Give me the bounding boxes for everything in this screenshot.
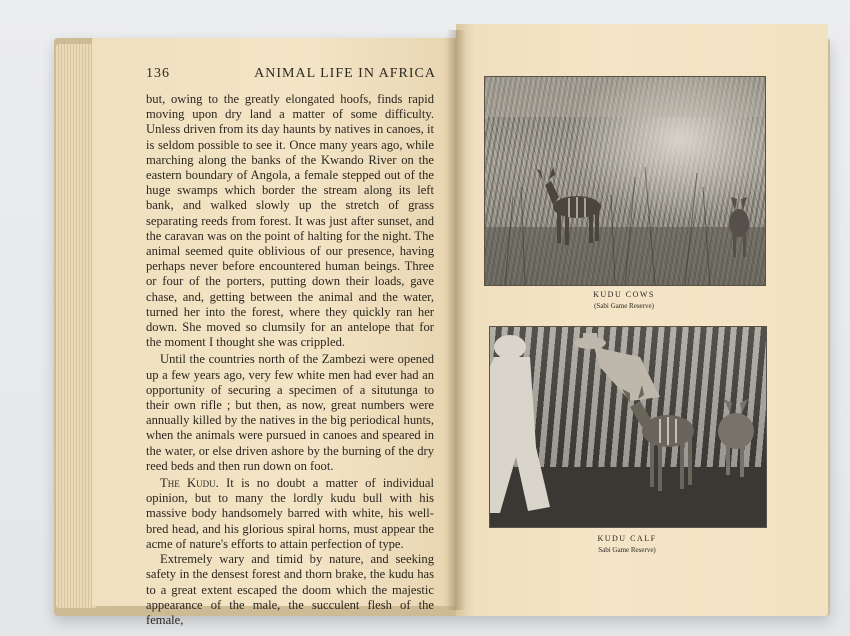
page-edges: [56, 44, 96, 608]
section-heading-kudu: The Kudu.: [160, 476, 219, 491]
body-text: [146, 92, 434, 628]
running-head: [146, 66, 436, 82]
book-gutter: [446, 30, 466, 610]
paragraph-1: but, owing to the greatly elongated hoofs, finds rapid moving upon dry land a matter of some difficulty. Unless driven from its day haunts by natives in canoes, it is seldom possible to see it. Once many years ago, while marching along the banks of the Kwando River on the eastern boundary of Angola, a female stepped out of the huge swamps which border the stream along its left bank, and walked slowly up the stretch of grass separating reeds from forest. It was just after sunset, and the caravan was on the point of halting for the night. The animal seemed quite oblivious of our presence, having perhaps never before encountered human beings. Three or four of the porters, putting down their loads, gave chase, and, getting between the animal and the water, turned her into the forest, where they quickly ran her down. She moved so clumsily for an antelope that for the moment I thought she was crippled.: [146, 92, 434, 350]
paragraph-3-text: It is no doubt a matter of individual opinion, but to many the lordly kudu bull with his massive body handsomely barred with white, his well-bred head, and his glorious spiral horns, must appear the acme of nature's efforts to attain perfection of type.: [146, 476, 434, 551]
running-title: ANIMAL LIFE IN AFRICA: [254, 66, 436, 81]
bottom-plate-subtitle: Sabi Game Reserve): [598, 546, 656, 554]
paragraph-3: [146, 476, 434, 552]
top-plate-title: KUDU COWS: [593, 290, 655, 299]
bottom-plate-caption: [527, 534, 727, 554]
paragraph-2: Until the countries north of the Zambezi were opened up a few years ago, very few white men had ever had an opportunity of securing a specimen of a situtunga to their own rifle ; but then, as now, great numbers were annually killed by the natives in the big periodical hunts, when the animals were pursued in canoes and speared in the water, or else driven ashore by the burning of the dry reed beds and then run down on foot.: [146, 352, 434, 473]
top-plate-caption: [524, 290, 724, 310]
paragraph-4: Extremely wary and timid by nature, and seeking safety in the densest forest and thorn brake, the kudu has to a great extent escaped the doom which the majestic appearance of the male, the succulent flesh of the female,: [146, 552, 434, 627]
kudu-cows-photo: [484, 76, 766, 286]
bottom-plate-title: KUDU CALF: [597, 534, 657, 543]
kudu-cows-illustration: [485, 77, 765, 285]
kudu-calf-photo: [489, 326, 767, 528]
kudu-calf-illustration: [490, 327, 766, 527]
page-number: 136: [146, 66, 170, 81]
top-plate-subtitle: (Sabi Game Reserve): [594, 302, 654, 310]
